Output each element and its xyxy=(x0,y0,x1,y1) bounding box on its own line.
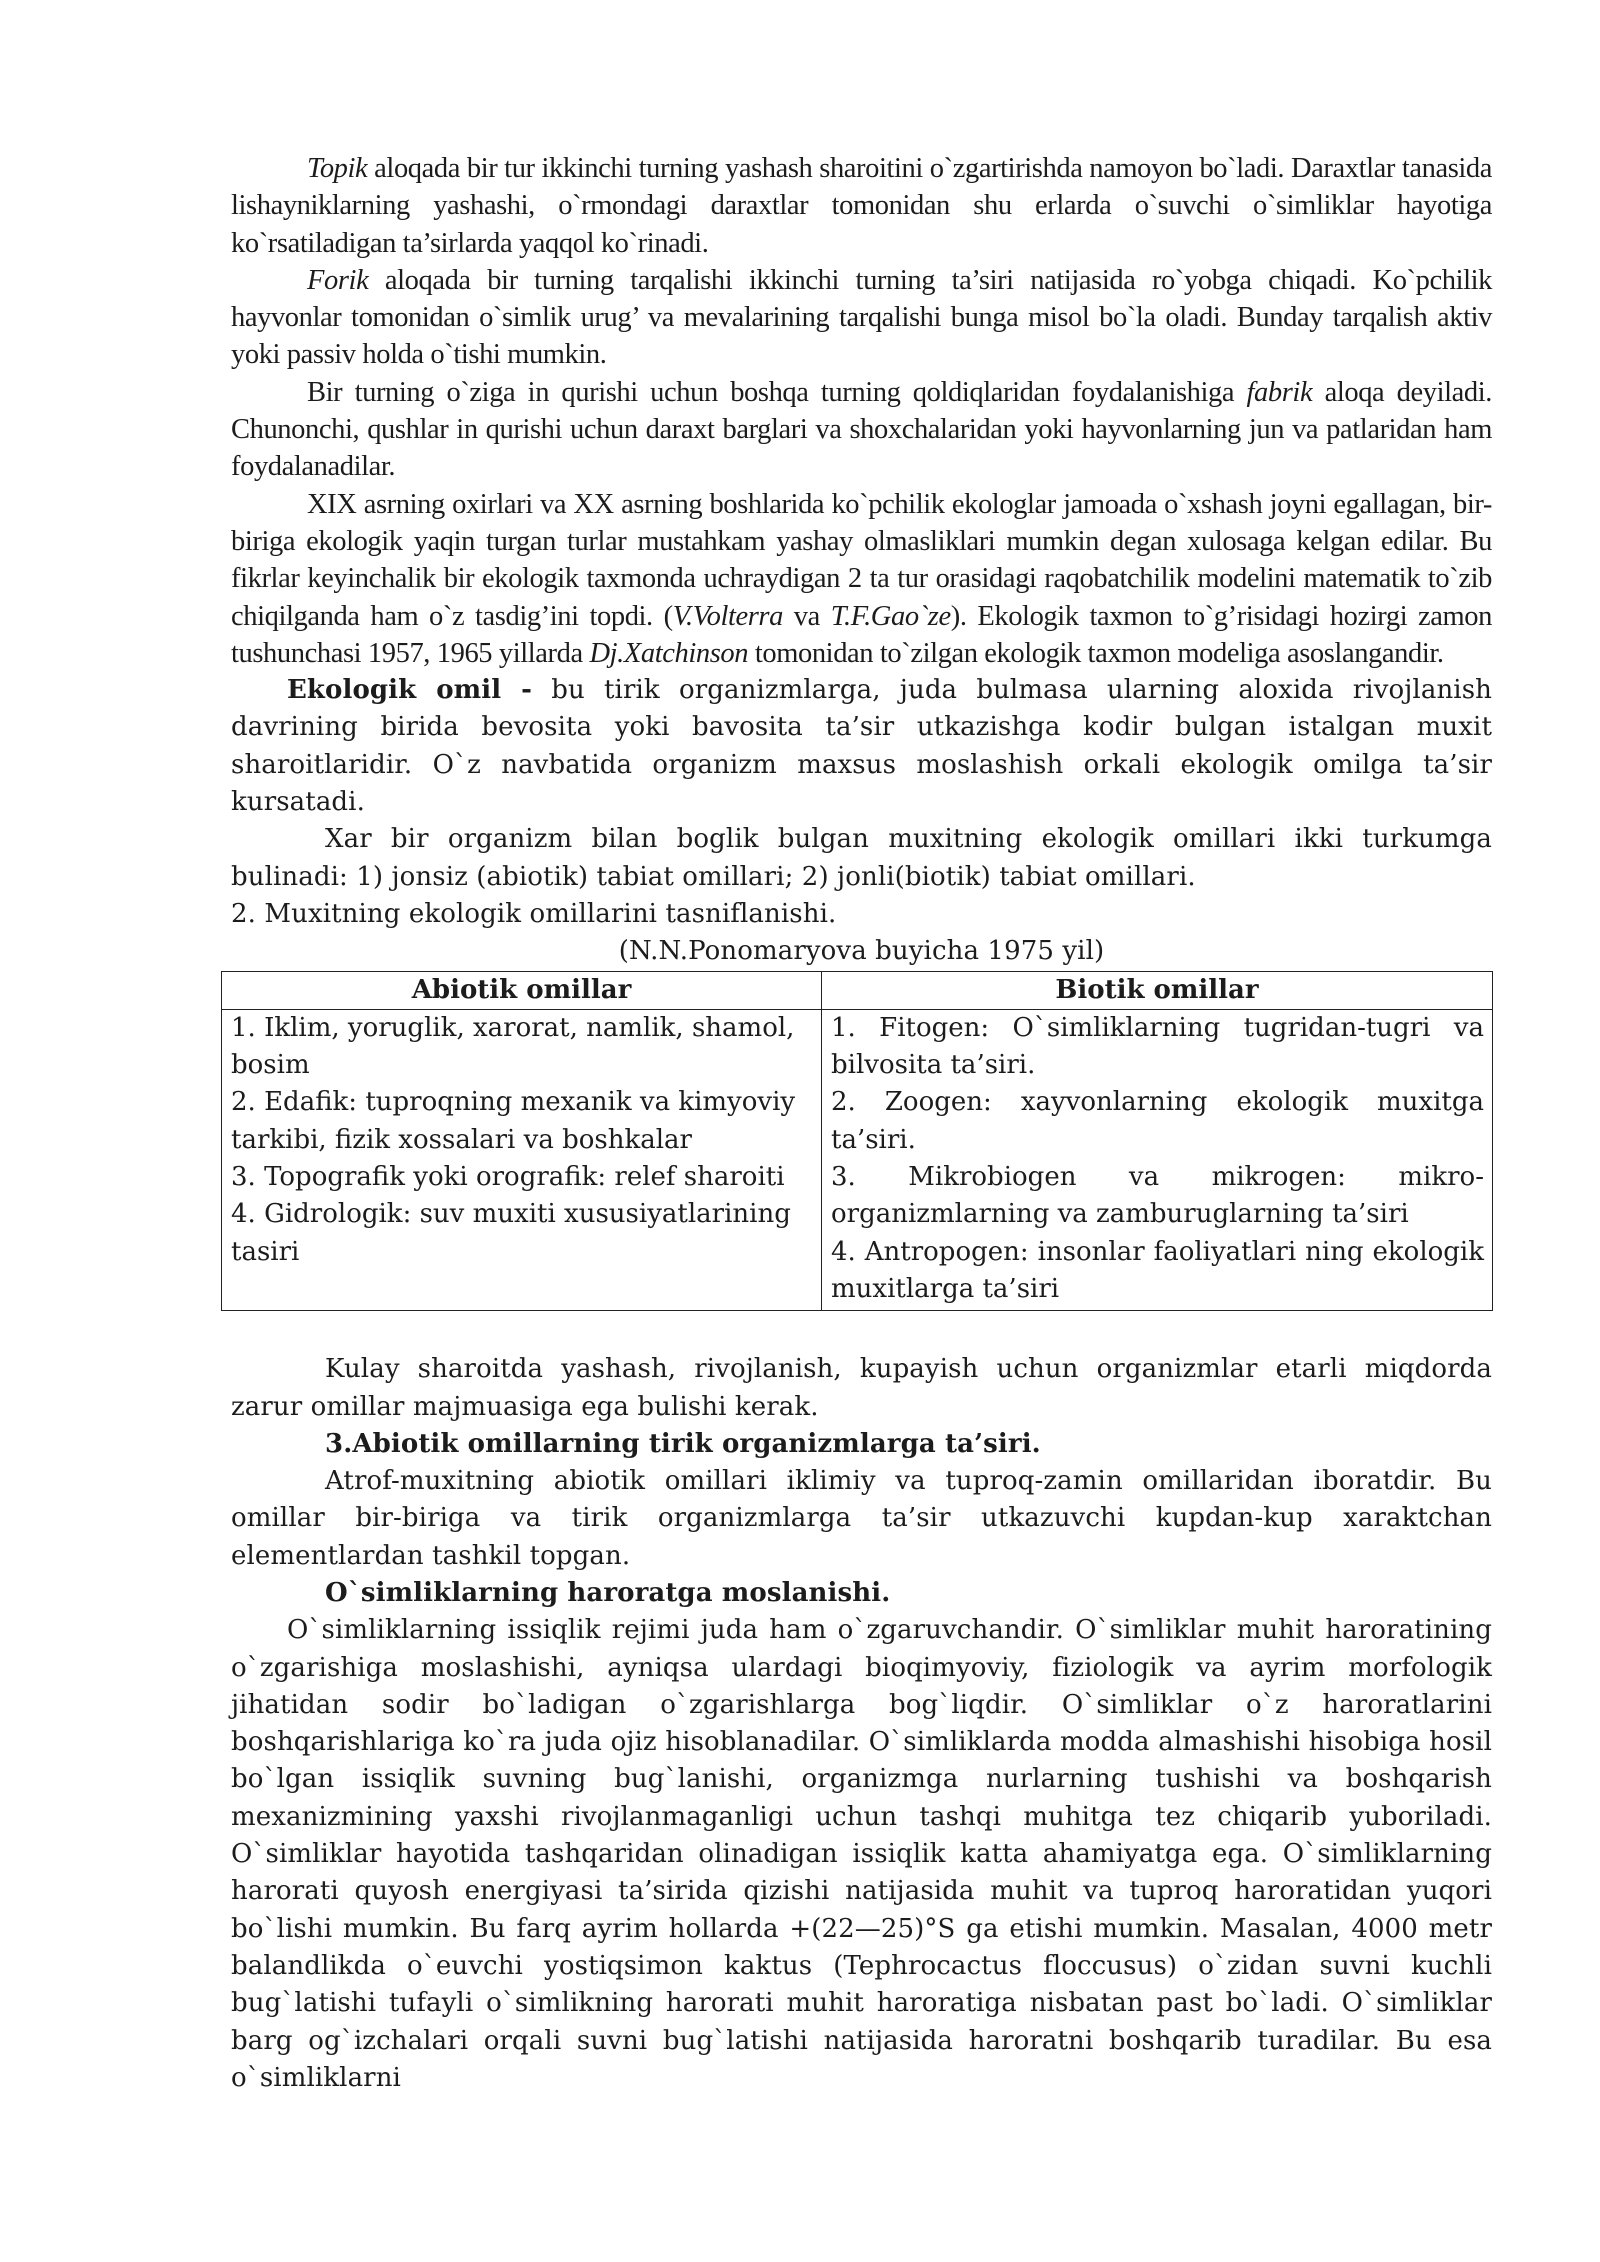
table-source: (N.N.Ponomaryova buyicha 1975 yil) xyxy=(618,936,1105,967)
paragraph-plant-temperature: O`simliklarning issiqlik rejimi juda ham o`zgaruvchandir. O`simliklar muhit haroratining o`zgarishiga moslashishi, ayniqsa ulardagi bioqimyoviy, fiziologik va ayrim morfologik jihatidan sodir bo`ladigan o`zgarishlarga bog`liqdir. O`simliklar o`z haroratlarini boshqarishlariga ko`ra juda ojiz hisoblanadilar. O`simliklarda modda almashishi hisobiga hosil bo`lgan issiqlik suvning bug`lanishi, organizmga nurlarning tushishi va boshqarish mexanizmining yaxshi rivojlanmaganligi uchun tashqi muhitga tez chiqarib yuboriladi. O`simliklar hayotida tashqaridan olinadigan issiqlik katta ahamiyatga ega. O`simliklarning harorati quyosh energiyasi ta’sirida qizishi natijasida muhit va tuproq haroratidan yuqori bo`lishi mumkin. Bu farq ayrim hollarda +(22—25)°S ga etishi mumkin. Masalan, 4000 metr balandlikda o`euvchi yostiqsimon kaktus (Tephrocactus floccusus) o`zidan suvni kuchli bug`latishi tufayli o`simlikning harorati muhit haroratiga nisbatan past bo`ladi. O`simliklar barg og`izchalari orqali suvni bug`latishi natijasida haroratni boshqarib turadilar. Bu esa o`simliklarni xyxy=(231,1615,1492,2093)
term-forik: Forik xyxy=(307,264,369,296)
term-topik: Topik xyxy=(307,153,368,184)
abiotik-item: 2. Edafik: tuproqning mexanik va kimyoviy tarkibi, fizik xossalari va boshkalar xyxy=(231,1087,796,1155)
author-hutchinson: Dj.Xatchinson xyxy=(589,637,749,669)
paragraph-abiotic-factors: Atrof-muxitning abiotik omillari iklimiy va tuproq-zamin omillaridan iboratdir. Bu omillar bir-biriga va tirik organizmlarga ta’sir utkazuvchi kupdan-kup xaraktchan elementlardan tashkil topgan. xyxy=(231,1466,1492,1571)
author-gauze: T.F.Gao`ze xyxy=(830,600,951,632)
paragraph-ecological-factor: Ekologik omil - bu tirik organizmlarga, juda bulmasa ularning aloxida rivojlanish davrining birida bevosita yoki bavosita ta’sir utkazishga kodir bulgan istalgan muxit sharoitlaridir. O`z navbatida organizm maxsus moslashish orkali ekologik omilga ta’sir kursatadi. xyxy=(231,675,1492,818)
table-row xyxy=(222,1009,1493,1310)
section-heading-3: 3.Abiotik omillarning tirik organizmlarga ta’siri. xyxy=(325,1428,1041,1459)
header-biotik: Biotik omillar xyxy=(822,971,1493,1009)
abiotik-item: 4. Gidrologik: suv muxiti xususiyatlarining tasiri xyxy=(231,1199,791,1267)
table-caption: 2. Muxitning ekologik omillarini tasniflanishi. xyxy=(231,898,837,929)
paragraph-factor-groups: Xar bir organizm bilan boglik bulgan muxitning ekologik omillari ikki turkumga bulinadi: 1) jonsiz (abiotik) tabiat omillari; 2) jonli(biotik) tabiat omillari. xyxy=(231,824,1492,892)
paragraph-fabrik: Bir turning o`ziga in qurishi uchun boshqa turning qoldiqlaridan foydalanishiga fabrik aloqa deyiladi. Chunonchi, qushlar in qurishi uchun daraxt barglari va shoxchalaridan yoki hayvonlarning jun va patlaridan ham foydalanadilar. xyxy=(231,376,1492,483)
biotik-item: 2. Zoogen: xayvonlarning ekologik muxitga ta’siri. xyxy=(831,1087,1484,1155)
author-volterra: V.Volterra xyxy=(672,600,783,632)
factors-table xyxy=(221,971,1493,1312)
header-abiotik: Abiotik omillar xyxy=(222,971,822,1009)
term-fabrik: fabrik xyxy=(1246,376,1313,408)
term-ekologik-omil: Ekologik omil - xyxy=(287,675,533,706)
biotik-item: 1. Fitogen: O`simliklarning tugridan-tugri va bilvosita ta’siri. xyxy=(831,1012,1484,1081)
biotik-item: 4. Antropogen: insonlar faoliyatlari ning ekologik muxitlarga ta’siri xyxy=(831,1236,1484,1304)
abiotik-item: 1. Iklim, yoruglik, xarorat, namlik, shamol, bosim xyxy=(231,1012,795,1081)
biotik-item: 3. Mikrobiogen va mikrogen: mikro-organizmlarning va zamburuglarning ta’siri xyxy=(831,1162,1484,1230)
paragraph-forik: Forik aloqada bir turning tarqalishi ikkinchi turning ta’siri natijasida ro`yobga chiqadi. Ko`pchilik hayvonlar tomonidan o`simlik urug’ va mevalarining tarqalishi bunga misol bo`la oladi. Bunday tarqalish aktiv yoki passiv holda o`tishi mumkin. xyxy=(231,264,1492,371)
cell-biotik xyxy=(822,1009,1493,1310)
spacer xyxy=(231,1311,1492,1351)
paragraph-topik: Topik aloqada bir tur ikkinchi turning yashash sharoitini o`zgartirishda namoyon bo`ladi. Daraxtlar tanasida lishayniklarning yashashi, o`rmondagi daraxtlar tomonidan shu erlarda o`suvchi o`simliklar hayotiga ko`rsatiladigan ta’sirlarda yaqqol ko`rinadi. xyxy=(231,153,1492,259)
cell-abiotik xyxy=(222,1009,822,1310)
document-page xyxy=(231,150,1492,2097)
subsection-heading: O`simliklarning haroratga moslanishi. xyxy=(325,1577,891,1608)
table-header-row xyxy=(222,971,1493,1009)
paragraph-ecological-niche: XIX asrning oxirlari va XX asrning boshlarida ko`pchilik ekologlar jamoada o`xshash joyni egallagan, bir-biriga ekologik yaqin turgan turlar mustahkam yashay olmasliklari mumkin degan xulosaga kelgan edilar. Bu fikrlar keyinchalik bir ekologik taxmonda uchraydigan 2 ta tur orasidagi raqobatchilik modelini matematik to`zib chiqilganda ham o`z tasdig’ini topdi. (V.Volterra va T.F.Gao`ze). Ekologik taxmon to`g’risidagi hozirgi zamon tushunchasi 1957, 1965 yillarda Dj.Xatchinson tomonidan to`zilgan ekologik taxmon modeliga asoslangandir. xyxy=(231,488,1493,669)
abiotik-item: 3. Topografik yoki orografik: relef sharoiti xyxy=(231,1162,785,1193)
paragraph-favorable-conditions: Kulay sharoitda yashash, rivojlanish, kupayish uchun organizmlar etarli miqdorda zarur omillar majmuasiga ega bulishi kerak. xyxy=(231,1354,1492,1422)
